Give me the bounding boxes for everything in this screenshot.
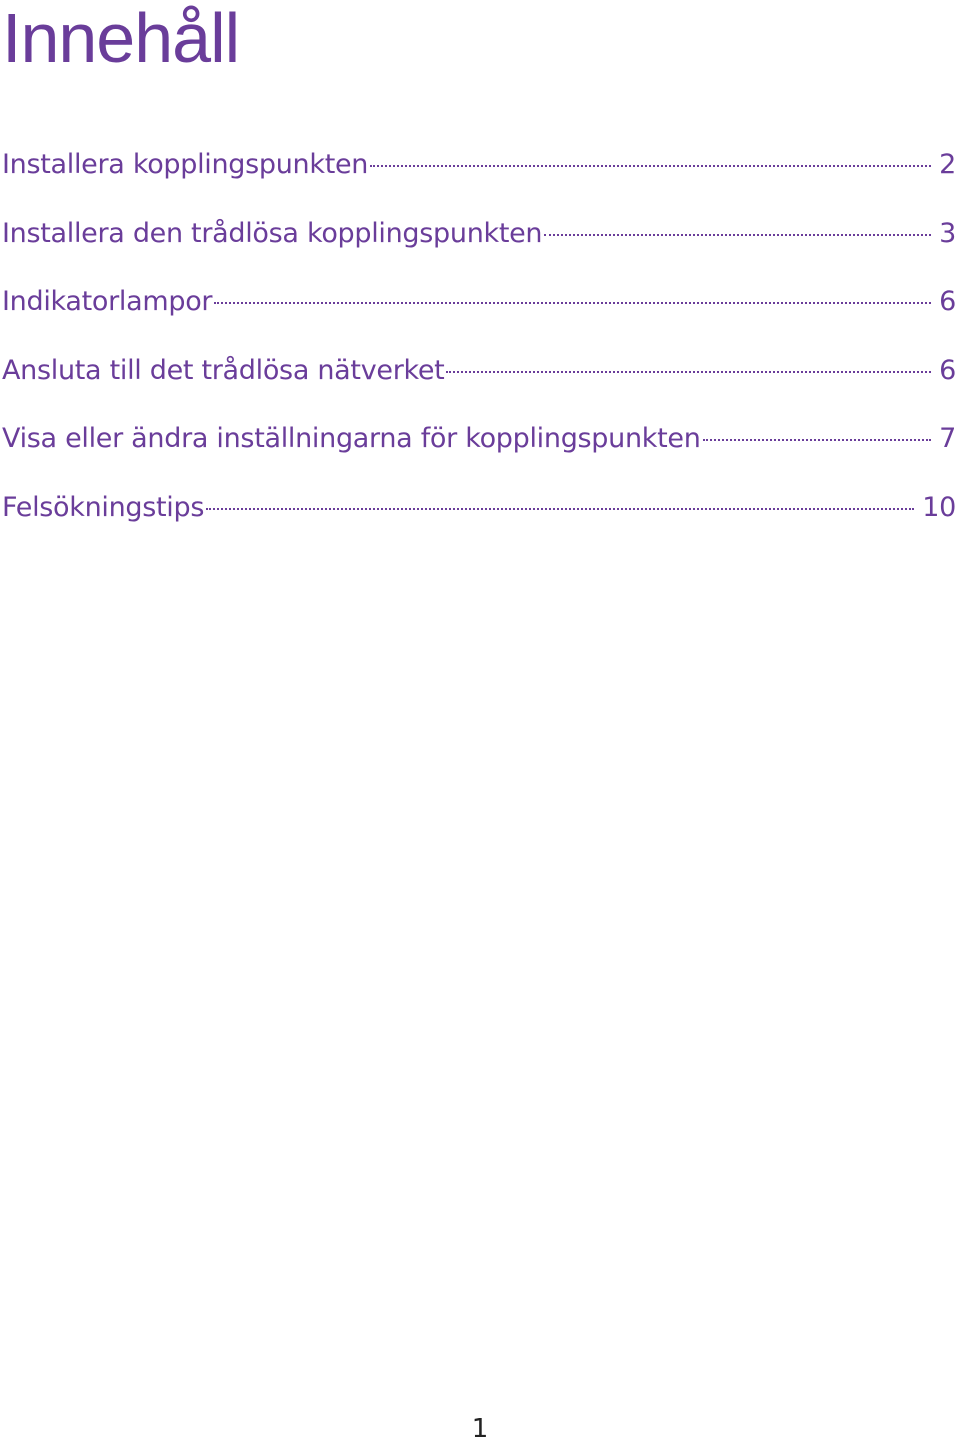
toc-entry-ansluta[interactable] xyxy=(2,351,956,420)
toc-entry-label: Installera den trådlösa kopplingspunkten xyxy=(2,217,543,249)
toc-entry-visa-eller-andra[interactable] xyxy=(2,419,956,488)
toc-dot-leader xyxy=(206,508,914,510)
toc-entry-label: Ansluta till det trådlösa nätverket xyxy=(2,354,445,386)
toc-entry-page: 3 xyxy=(939,217,956,249)
toc-dot-leader xyxy=(703,439,932,441)
toc-entry-label: Visa eller ändra inställningarna för kopplingspunkten xyxy=(2,423,701,454)
toc-entry-installera-kopplingspunkten[interactable] xyxy=(2,145,956,214)
toc-entry-felsokningstips[interactable] xyxy=(2,488,956,557)
toc-entry-label: Felsökningstips xyxy=(2,491,205,523)
page-title: Innehåll xyxy=(2,0,240,77)
page-number: 1 xyxy=(471,1414,489,1444)
toc-entry-page: 6 xyxy=(939,286,956,317)
toc-entry-indikatorlampor[interactable] xyxy=(2,282,956,351)
toc-entry-label: Indikatorlampor xyxy=(2,286,213,317)
toc-entry-page: 10 xyxy=(922,491,956,523)
toc-entry-page: 2 xyxy=(939,149,956,180)
toc-dot-leader xyxy=(214,302,931,304)
toc-entry-page: 6 xyxy=(939,354,956,386)
toc-dot-leader xyxy=(446,371,931,373)
toc-dot-leader xyxy=(370,165,931,167)
toc-entry-page: 7 xyxy=(939,423,956,454)
table-of-contents xyxy=(2,145,956,556)
toc-dot-leader xyxy=(544,234,931,236)
toc-entry-label: Installera kopplingspunkten xyxy=(2,149,369,180)
toc-entry-installera-tradlosa[interactable] xyxy=(2,214,956,283)
